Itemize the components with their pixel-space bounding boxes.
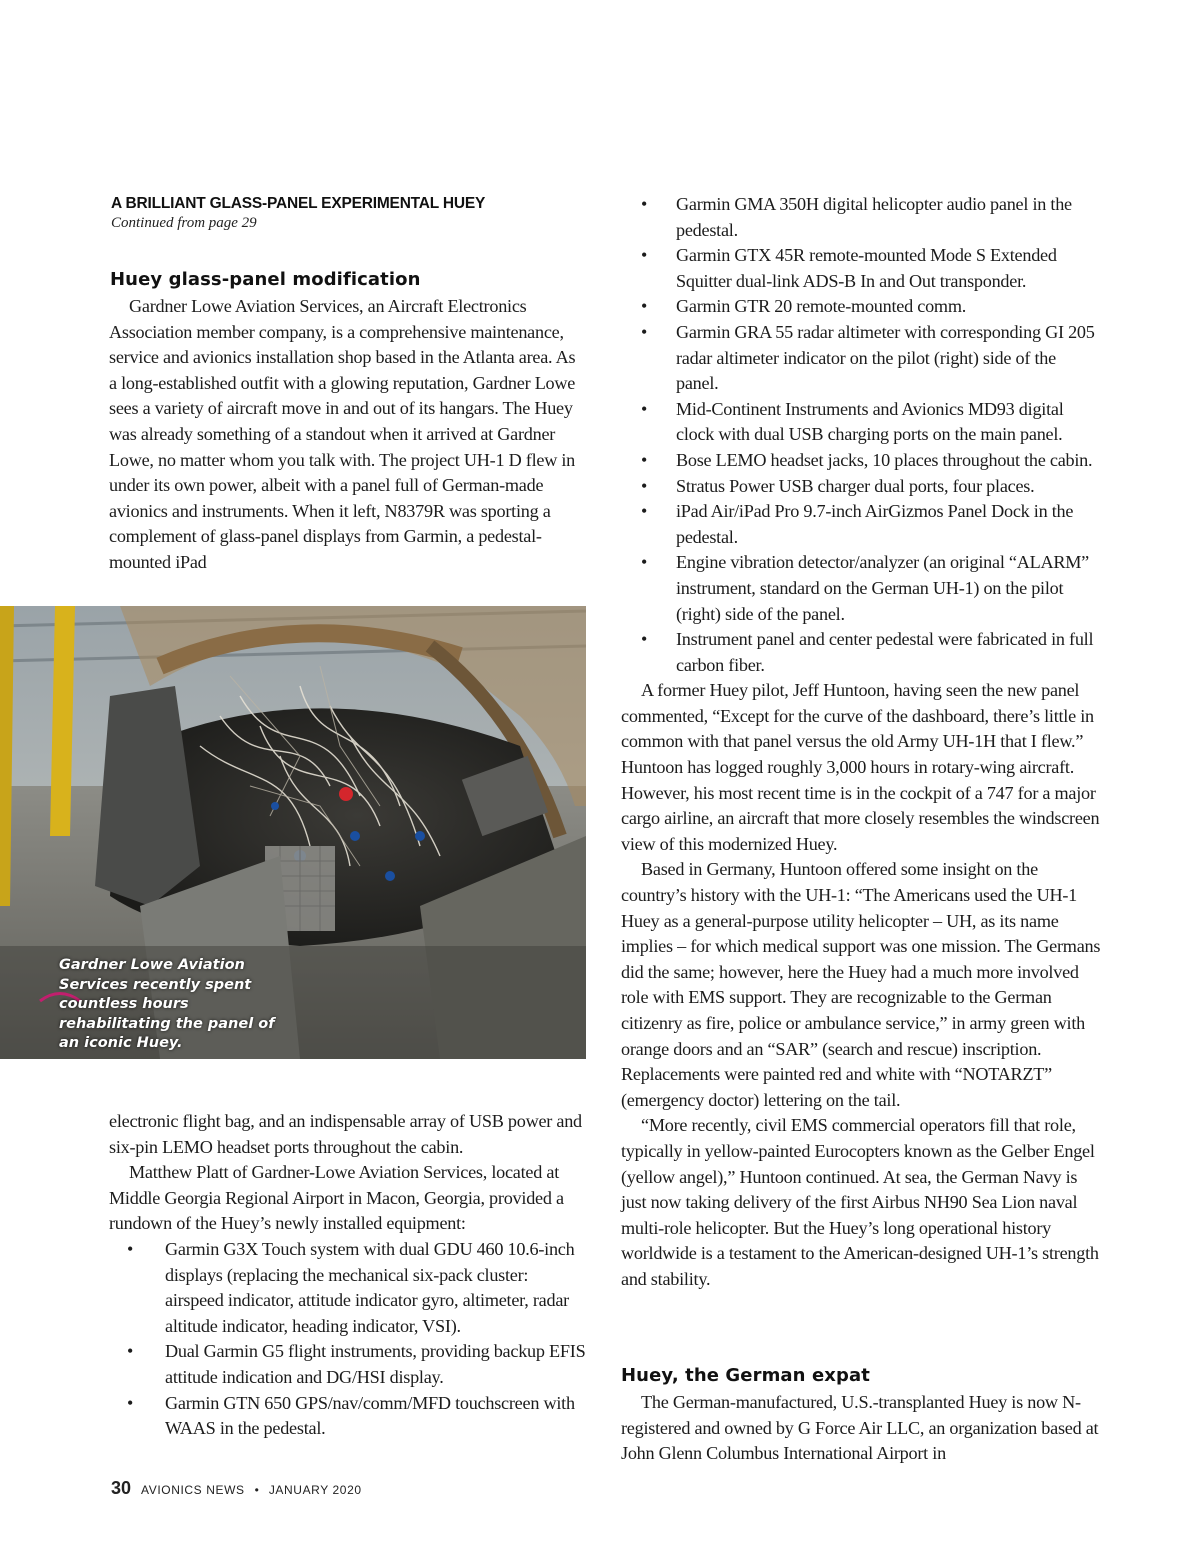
list-item: • Garmin GRA 55 radar altimeter with corresponding GI 205 radar altimeter indicator on the pilot (right) side of the panel. [621,320,1101,397]
list-item: • Engine vibration detector/analyzer (an original “ALARM” instrument, standard on the German UH-1) on the pilot (right) side of the panel. [621,550,1101,627]
publication-name: AVIONICS NEWS [141,1483,245,1497]
body-paragraph: Gardner Lowe Aviation Services, an Aircraft Electronics Association member company, is a comprehensive maintenance, service and avionics installation shop based in the Atlanta area. As a long-established outfit with a glowing reputation, Gardner Lowe sees a variety of aircraft move in and out of its hangars. The Huey was already something of a standout when it arrived at Gardner Lowe, no matter whom you talk with. The project UH-1 D flew in under its own power, albeit with a panel full of German-made avionics and instruments. When it left, N8379R was sporting a complement of glass-panel displays from Garmin, a pedestal-mounted iPad [109,296,576,572]
list-item: • Garmin G3X Touch system with dual GDU 460 10.6-inch displays (replacing the mechanical six-pack cluster: airspeed indicator, attitude indicator gyro, altimeter, radar altitude indicator, heading indicator, VSI). [109,1237,587,1339]
equipment-list-left [109,1237,587,1442]
cockpit-photo [0,606,586,1059]
body-paragraph: A former Huey pilot, Jeff Huntoon, having seen the new panel commented, “Except for the curve of the dashboard, there’s little in common with that panel versus the old Army UH-1H that I flew.” Huntoon has logged roughly 3,000 hours in rotary-wing aircraft. However, his most recent time is in the cockpit of a 747 for a major cargo airline, an aircraft that more closely resembles the windscreen view of this modernized Huey. [621,680,1100,854]
left-column-bottom [109,1109,587,1442]
continued-note: Continued from page 29 [111,215,257,231]
list-item: • Garmin GTN 650 GPS/nav/comm/MFD touchscreen with WAAS in the pedestal. [109,1391,587,1442]
equipment-list-right [621,192,1101,678]
list-item: • Garmin GMA 350H digital helicopter audio panel in the pedestal. [621,192,1101,243]
page-number: 30 [111,1478,132,1498]
body-paragraph: Based in Germany, Huntoon offered some insight on the country’s history with the UH-1: “The Americans used the UH-1 Huey as a general-purpose utility helicopter – UH, as its name implies – for which medical support was one mission. The Germans did the same; however, here the Huey had a much more involved role with EMS support. They are recognizable to the German citizenry as fire, police or ambulance service,” in army green with orange doors and an “SAR” (search and rescue) inscription. Replacements were painted red and white with “NOTARZT” (emergency doctor) lettering on the tail. [621,859,1101,1110]
list-item: • Dual Garmin G5 flight instruments, providing backup EFIS attitude indication and DG/HSI display. [109,1339,587,1390]
photo-caption: Gardner Lowe Aviation Services recently spent countless hours rehabilitating the panel of an iconic Huey. [59,957,275,1051]
left-column-top [109,294,587,576]
right-column-bottom [621,1390,1101,1467]
list-item: • Stratus Power USB charger dual ports, four places. [621,474,1101,500]
list-item: • Mid-Continent Instruments and Avionics MD93 digital clock with dual USB charging ports on the main panel. [621,397,1101,448]
list-item: • iPad Air/iPad Pro 9.7-inch AirGizmos Panel Dock in the pedestal. [621,499,1101,550]
list-item: • Garmin GTX 45R remote-mounted Mode S Extended Squitter dual-link ADS-B In and Out transponder. [621,243,1101,294]
section-heading-expat: Huey, the German expat [621,1365,870,1386]
footer-separator: • [254,1483,259,1497]
right-column [621,192,1101,1293]
page-footer [111,1478,362,1499]
body-paragraph: The German-manufactured, U.S.-transplanted Huey is now N-registered and owned by G Force Air LLC, an organization based at John Glenn Columbus International Airport in [621,1392,1099,1464]
list-item: • Instrument panel and center pedestal were fabricated in full carbon fiber. [621,627,1101,678]
issue-date: JANUARY 2020 [268,1483,362,1497]
body-paragraph: electronic flight bag, and an indispensable array of USB power and six-pin LEMO headset ports throughout the cabin. [109,1111,582,1157]
list-item: • Garmin GTR 20 remote-mounted comm. [621,294,1101,320]
body-paragraph: Matthew Platt of Gardner-Lowe Aviation Services, located at Middle Georgia Regional Airport in Macon, Georgia, provided a rundown of the Huey’s newly installed equipment: [109,1162,564,1234]
body-paragraph: “More recently, civil EMS commercial operators fill that role, typically in yellow-painted Eurocopters known as the Gelber Engel (yellow angel),” Huntoon continued. At sea, the German Navy is just now taking delivery of the first Airbus NH90 Sea Lion naval multi-role helicopter. But the Huey’s long operational history worldwide is a testament to the American-designed UH-1’s strength and stability. [621,1115,1099,1289]
article-kicker: A BRILLIANT GLASS-PANEL EXPERIMENTAL HUEY [111,195,486,212]
list-item: • Bose LEMO headset jacks, 10 places throughout the cabin. [621,448,1101,474]
section-heading-modification: Huey glass-panel modification [110,269,421,290]
